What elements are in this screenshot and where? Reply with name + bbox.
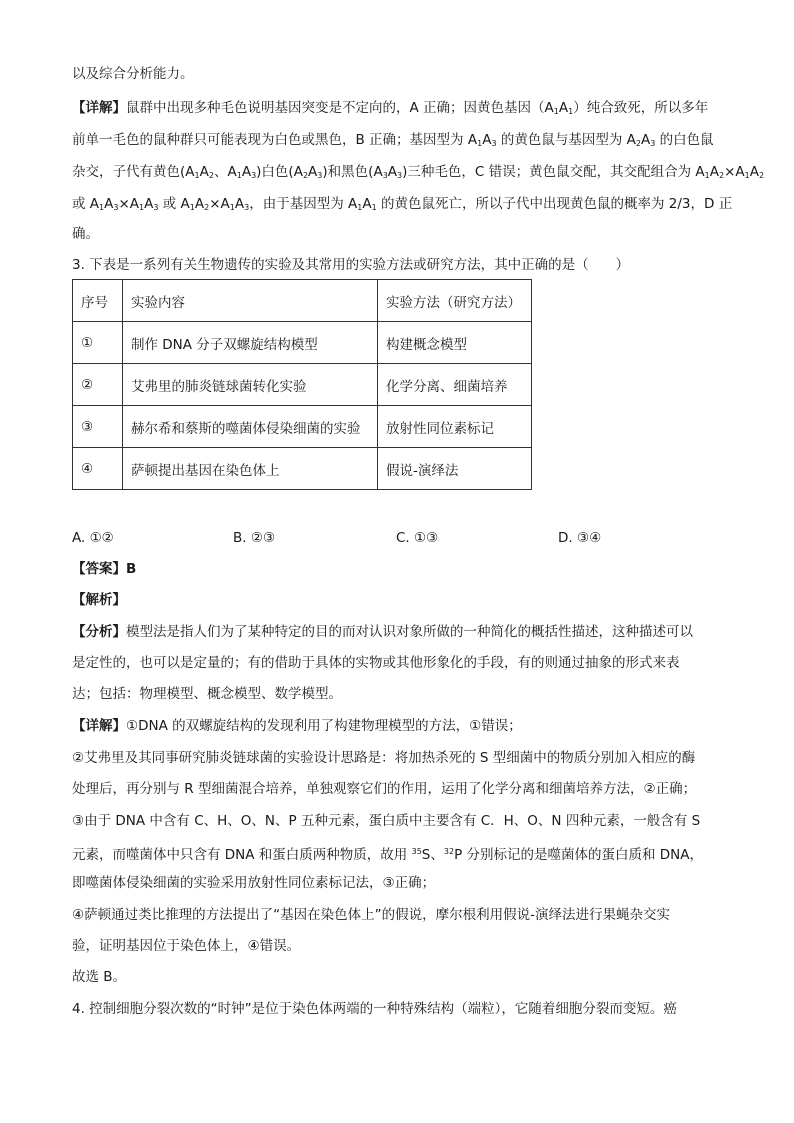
q2-detail-line-3: 杂交，子代有黄色($A_1A_2$、$A_1A_3$)白色$(A_2A_3)$和黑色$(A_3A_3)$三种毛色，C 错误；黄色鼠交配，其交配组合为 $A_1A_2\times A_1A_2$	[72, 164, 765, 180]
table-header-cell: 序号	[73, 280, 123, 322]
table-cell: ③	[73, 406, 123, 448]
detail-label: 【详解】	[72, 718, 126, 734]
fenxi-line-3: 达；包括：物理模型、概念模型、数学模型。	[72, 686, 342, 702]
table-cell: 制作 DNA 分子双螺旋结构模型	[123, 322, 378, 364]
table-cell: 假说-演绎法	[378, 448, 532, 490]
fenxi-line-2: 是定性的，也可以是定量的；有的借助于具体的实物或其他形象化的手段，有的则通过抽象的形式来表	[72, 655, 680, 671]
table-cell: 赫尔希和蔡斯的噬菌体侵染细菌的实验	[123, 406, 378, 448]
table-cell: 萨顿提出基因在染色体上	[123, 448, 378, 490]
intro-tail: 以及综合分析能力。	[72, 66, 194, 82]
q3-detail-line-7: ④萨顿通过类比推理的方法提出了“基因在染色体上”的假说，摩尔根利用假说-演绎法进行果蝇杂交实	[72, 907, 670, 923]
table-row	[73, 448, 532, 490]
q2-detail-line-5: 确。	[72, 226, 99, 242]
table-cell: 放射性同位素标记	[378, 406, 532, 448]
experiment-table	[72, 279, 532, 490]
q3-detail-line-1: 【详解】①DNA 的双螺旋结构的发现利用了构建物理模型的方法，①错误；	[72, 718, 522, 734]
table-row	[73, 322, 532, 364]
q3-detail-line-5: 元素，而噬菌体中只含有 DNA 和蛋白质两种物质，故用 $^{35}$S、$^{32}$P 分别标记的是噬菌体的蛋白质和 DNA，	[72, 847, 704, 863]
table-cell: 化学分离、细菌培养	[378, 364, 532, 406]
table-cell: ②	[73, 364, 123, 406]
table-row	[73, 406, 532, 448]
detail-label: 【详解】	[72, 100, 126, 116]
q2-detail-line-2: 前单一毛色的鼠种群只可能表现为白色或黑色，B 正确；基因型为 $A_1A_3$ 的黄色鼠与基因型为 $A_2A_3$ 的白色鼠	[72, 132, 714, 148]
table-cell: 构建概念模型	[378, 322, 532, 364]
q3-stem: 3. 下表是一系列有关生物遗传的实验及其常用的实验方法或研究方法，其中正确的是（ ）	[72, 257, 630, 273]
table-header-cell: 实验内容	[123, 280, 378, 322]
option-c: C. ①③	[396, 530, 439, 546]
table-cell: ④	[73, 448, 123, 490]
conclusion: 故选 B。	[72, 969, 127, 985]
option-b: B. ②③	[233, 530, 276, 546]
option-d: D. ③④	[558, 530, 602, 546]
table-cell: ①	[73, 322, 123, 364]
q3-detail-line-3: 处理后，再分别与 R 型细菌混合培养，单独观察它们的作用，运用了化学分离和细菌培养方法，②正确；	[72, 781, 697, 797]
table-cell: 艾弗里的肺炎链球菌转化实验	[123, 364, 378, 406]
fenxi-label: 【分析】	[72, 624, 126, 640]
q3-detail-line-8: 验，证明基因位于染色体上，④错误。	[72, 938, 301, 954]
q3-detail-line-4: ③由于 DNA 中含有 C、H、O、N、P 五种元素，蛋白质中主要含有 C．H、O、N 四种元素，一般含有 S	[72, 813, 701, 829]
q2-detail-line-4: 或 $A_1A_3\times A_1A_3$ 或 $A_1A_2\times A_1A_3$，由于基因型为 $A_1A_1$ 的黄色鼠死亡，所以子代中出现黄色鼠的概率为 2/3，D 正	[72, 196, 733, 212]
analysis-label: 【解析】	[72, 592, 126, 608]
table-row	[73, 364, 532, 406]
option-a: A. ①②	[72, 530, 114, 546]
table-header-cell: 实验方法（研究方法）	[378, 280, 532, 322]
answer: 【答案】B	[72, 561, 137, 577]
q3-detail-line-2: ②艾弗里及其同事研究肺炎链球菌的实验设计思路是：将加热杀死的 S 型细菌中的物质分别加入相应的酶	[72, 750, 696, 766]
q2-detail-line-1: 【详解】鼠群中出现多种毛色说明基因突变是不定向的，A 正确；因黄色基因$(A_1A_1)$纯合致死，所以多年	[72, 100, 709, 116]
q3-detail-line-6: 即噬菌体侵染细菌的实验采用放射性同位素标记法，③正确；	[72, 875, 436, 891]
table-header-row	[73, 280, 532, 322]
q4-stem: 4. 控制细胞分裂次数的“时钟”是位于染色体两端的一种特殊结构（端粒），它随着细胞分裂而变短。癌	[72, 1001, 677, 1017]
fenxi-line-1: 【分析】模型法是指人们为了某种特定的目的而对认识对象所做的一种简化的概括性描述，这种描述可以	[72, 624, 693, 640]
